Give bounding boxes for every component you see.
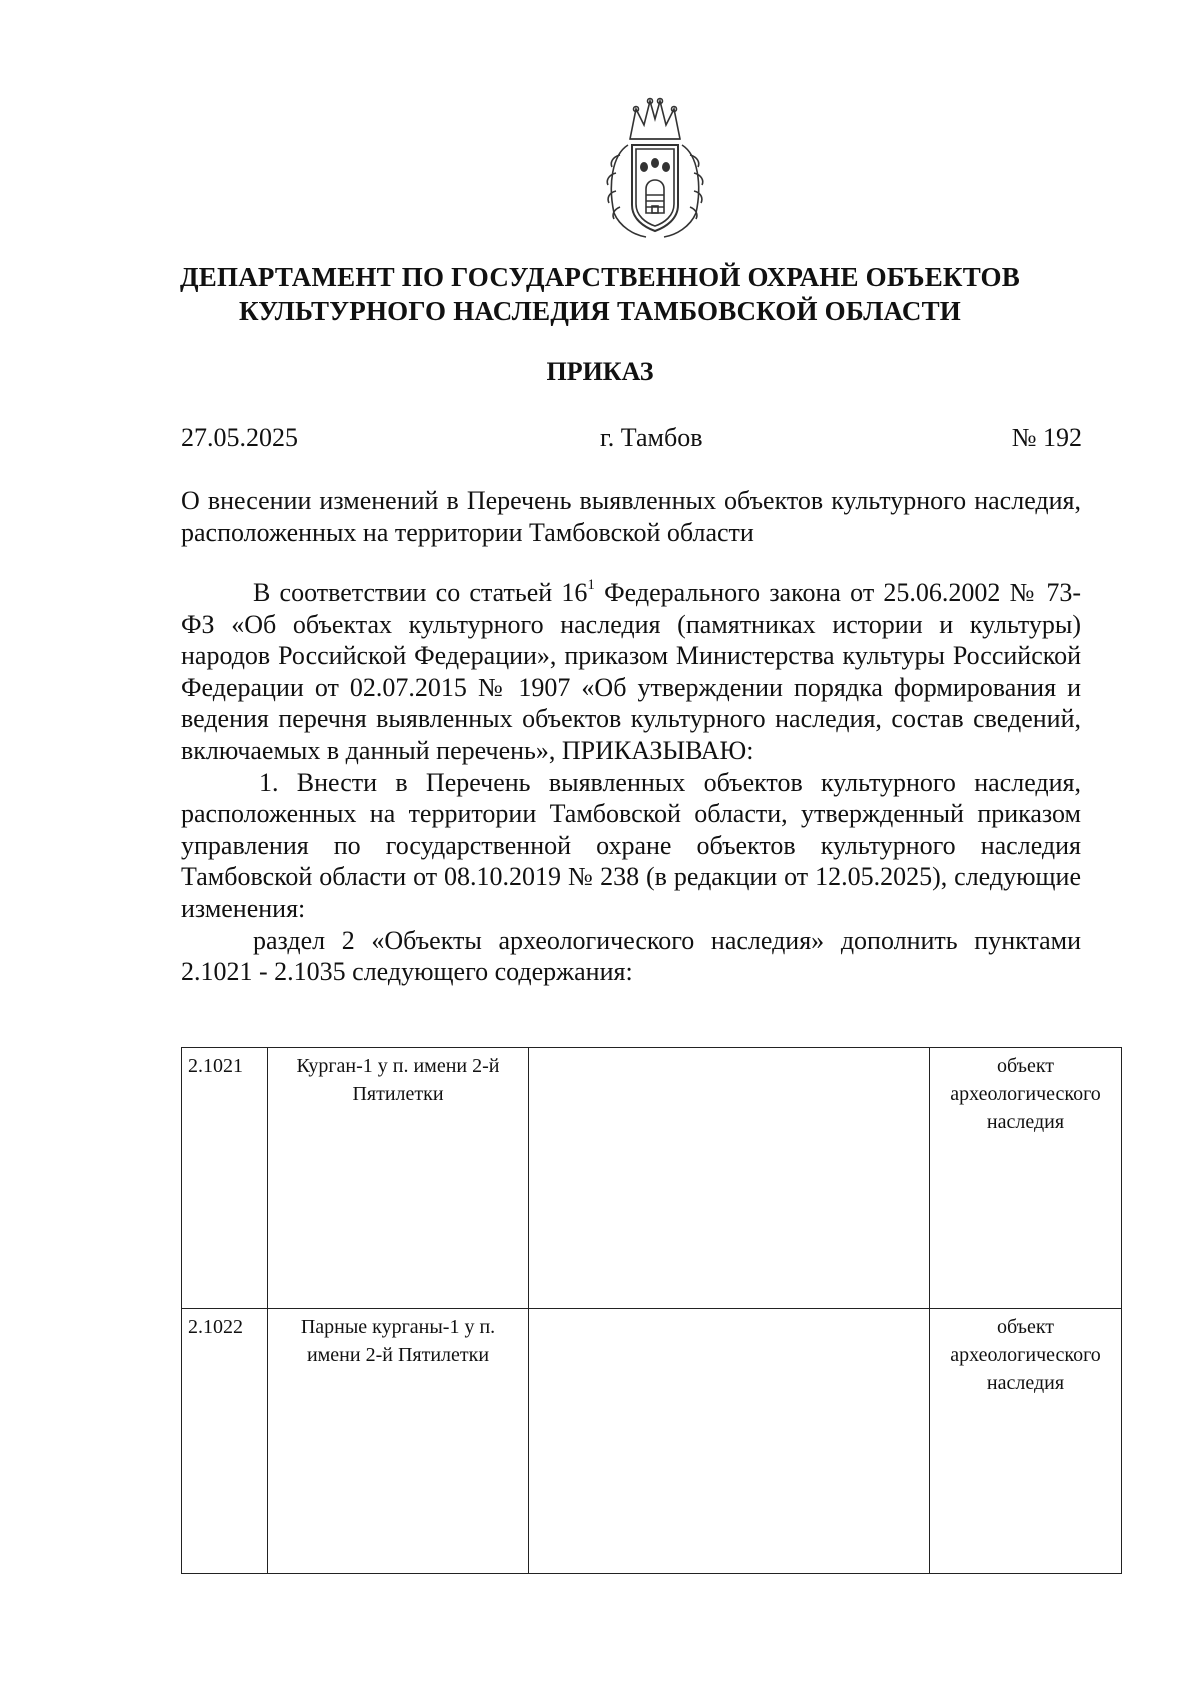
table-cell-name: Курган-1 у п. имени 2-й Пятилетки [268,1048,529,1309]
table-cell-address [529,1309,930,1574]
article-superscript: 1 [587,577,595,593]
section-paragraph: раздел 2 «Объекты археологического наследия» дополнить пунктами 2.1021 - 2.1035 следующего содержания: [181,925,1081,987]
organization-title-line1: ДЕПАРТАМЕНТ ПО ГОСУДАРСТВЕННОЙ ОХРАНЕ ОБЪЕКТОВ [180,262,1020,292]
item-1-paragraph: 1. Внести в Перечень выявленных объектов культурного наследия, расположенных на территории Тамбовской области, утвержденный приказом управления по государственной охране объектов культурного наследия Тамбовской области от 08.10.2019 № 238 (в редакции от 12.05.2025), следующие изменения: [181,767,1081,923]
order-city: г. Тамбов [600,423,703,452]
order-body [181,577,1081,988]
objects-table [181,1047,1122,1574]
table-row [182,1309,1122,1574]
order-number: № 192 [1011,423,1082,452]
preamble-rest: Федерального закона от 25.06.2002 № 73-ФЗ «Об объектах культурного наследия (памятниках истории и культуры) народов Российской Федерации», приказом Министерства культуры Российской Федерации от 02.07.2015 № 1907 «Об утверждении порядка формирования и ведения перечня выявленных объектов культурного наследия, состав сведений, включаемых в данный перечень», ПРИКАЗЫВАЮ: [181,578,1081,765]
preamble-lead: В соответствии со статьей 16 [253,578,588,607]
table-cell-name: Парные курганы-1 у п. имени 2-й Пятилетки [268,1309,529,1574]
coat-of-arms-emblem-icon [590,95,720,240]
organization-title [120,260,1080,328]
organization-title-line2: КУЛЬТУРНОГО НАСЛЕДИЯ ТАМБОВСКОЙ ОБЛАСТИ [239,296,961,326]
preamble-paragraph [181,577,1081,767]
order-subject: О внесении изменений в Перечень выявленных объектов культурного наследия, расположенных на территории Тамбовской области [181,486,1081,547]
table-cell-number: 2.1021 [182,1048,268,1309]
table-row [182,1048,1122,1309]
order-date: 27.05.2025 [181,423,298,452]
table-cell-type: объект археологического наследия [930,1309,1122,1574]
table-cell-address [529,1048,930,1309]
table-cell-type: объект археологического наследия [930,1048,1122,1309]
document-type: ПРИКАЗ [546,357,654,386]
table-cell-number: 2.1022 [182,1309,268,1574]
